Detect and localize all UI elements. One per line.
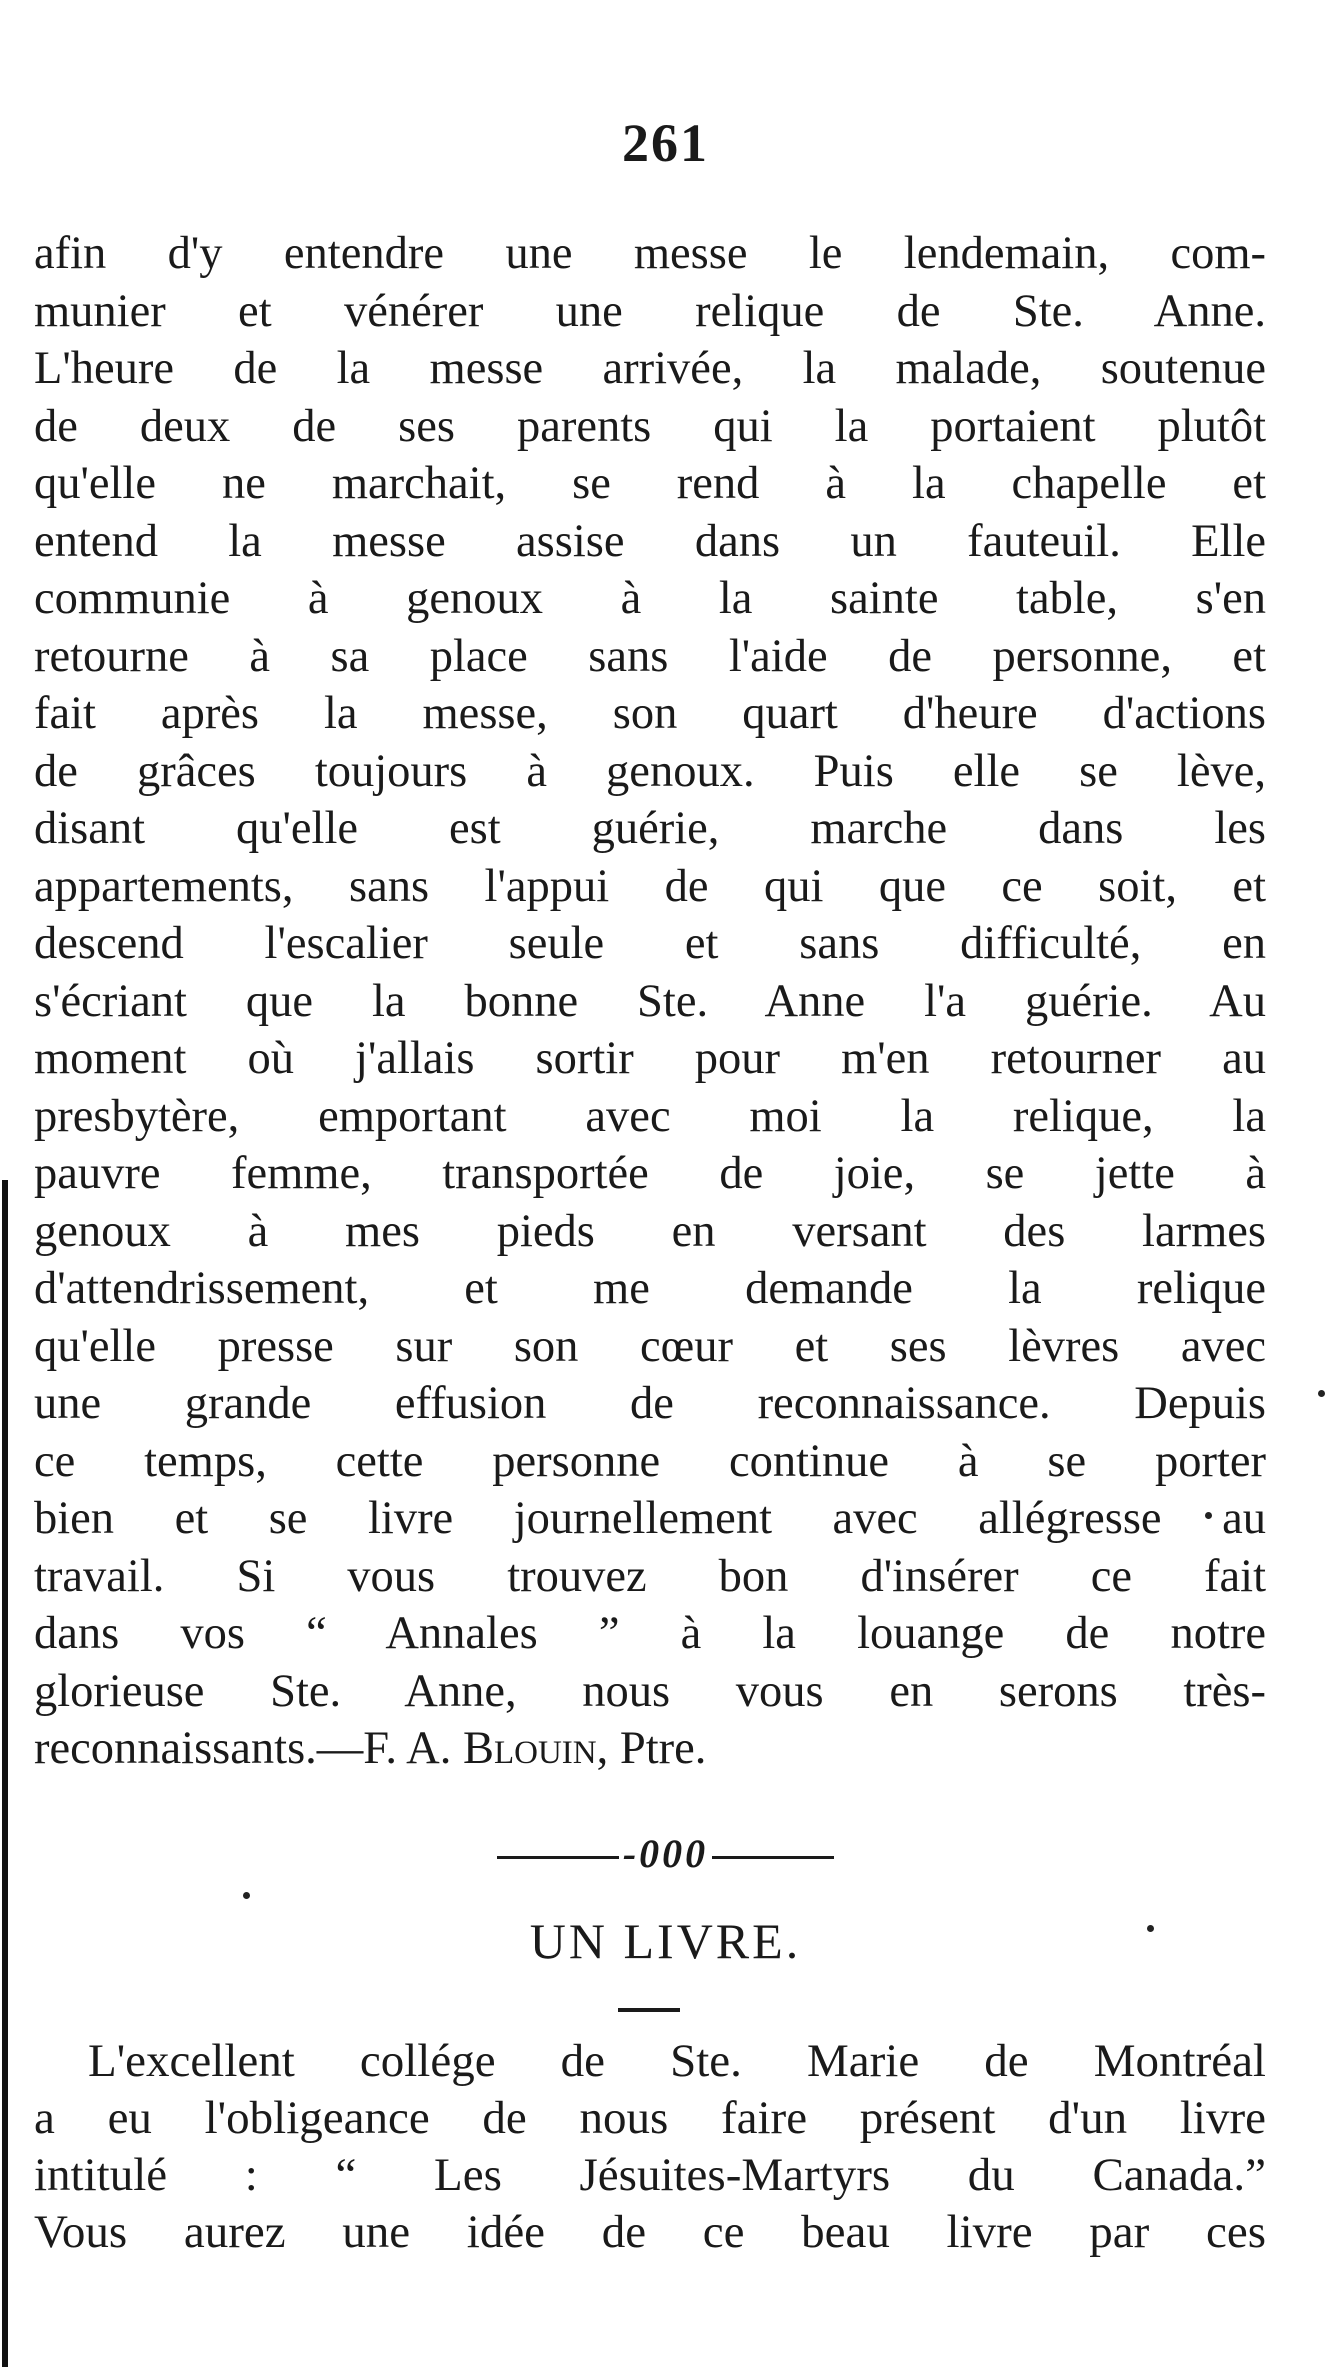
text-line: presbytère, emportant avec moi la relique, la	[34, 1090, 1266, 1142]
text-line: glorieuse Ste. Anne, nous vous en serons très-	[34, 1665, 1266, 1717]
text-line: descend l'escalier seule et sans difficulté, en	[34, 918, 1266, 969]
text-line: intitulé : “ Les Jésuites-Martyrs du Canada.”	[34, 2149, 1266, 2201]
ink-speck	[1318, 1390, 1325, 1397]
text-line: ce temps, cette personne continue à se porter	[34, 1435, 1266, 1487]
separator-rule-right	[712, 1856, 834, 1859]
article-body	[34, 2033, 1266, 2261]
text-line: travail. Si vous trouvez bon d'insérer ce fait	[34, 1550, 1266, 1602]
text-line: appartements, sans l'appui de qui que ce soit, et	[34, 860, 1266, 912]
text-line: L'excellent collége de Ste. Marie de Montréal	[88, 2035, 1266, 2087]
title-underline-rule	[618, 2008, 680, 2012]
text-line: genoux à mes pieds en versant des larmes	[34, 1205, 1266, 1257]
text-line: a eu l'obligeance de nous faire présent d'un livre	[34, 2092, 1266, 2144]
section-separator	[0, 1830, 1331, 1877]
text-line: bien et se livre journellement avec allégresse au	[34, 1493, 1266, 1544]
text-line: L'heure de la messe arrivée, la malade, soutenue	[34, 343, 1266, 394]
letter-body	[34, 225, 1266, 1778]
text-line: pauvre femme, transportée de joie, se jette à	[34, 1148, 1266, 1199]
page-edge-rule	[2, 1180, 8, 2367]
signature-name: Blouin	[462, 1723, 597, 1774]
text-line: qu'elle presse sur son cœur et ses lèvres avec	[34, 1320, 1266, 1372]
text-line: communie à genoux à la sainte table, s'en	[34, 573, 1266, 624]
separator-rule-left	[497, 1856, 619, 1859]
text-line: qu'elle ne marchait, se rend à la chapelle et	[34, 458, 1266, 509]
signature-suffix: , Ptre.	[596, 1723, 707, 1774]
text-line: Vous aurez une idée de ce beau livre par ces	[34, 2206, 1266, 2258]
text-line: de grâces toujours à genoux. Puis elle se lève,	[34, 745, 1266, 797]
text-line: munier et vénérer une relique de Ste. Anne.	[34, 285, 1266, 337]
text-line: s'écriant que la bonne Ste. Anne l'a guérie. Au	[34, 975, 1266, 1027]
ink-speck	[243, 1892, 250, 1899]
text-line: une grande effusion de reconnaissance. Depuis	[34, 1378, 1266, 1429]
separator-mark: -000	[622, 1831, 709, 1876]
page-number: 261	[622, 113, 709, 173]
text-line: dans vos “ Annales ” à la louange de notre	[34, 1608, 1266, 1659]
text-line: d'attendrissement, et me demande la relique	[34, 1263, 1266, 1314]
text-line: de deux de ses parents qui la portaient plutôt	[34, 400, 1266, 452]
text-line: afin d'y entendre une messe le lendemain, com-	[34, 228, 1266, 279]
section-title: UN LIVRE.	[529, 1913, 802, 1969]
text-line: disant qu'elle est guérie, marche dans les	[34, 803, 1266, 854]
text-line: fait après la messe, son quart d'heure d'actions	[34, 688, 1266, 739]
text-line: retourne à sa place sans l'aide de personne, et	[34, 630, 1266, 682]
text-line: entend la messe assise dans un fauteuil. Elle	[34, 515, 1266, 567]
closing-text: reconnaissants.—F. A.	[34, 1723, 463, 1774]
text-line: moment où j'allais sortir pour m'en retourner au	[34, 1033, 1266, 1084]
signature-line	[34, 1720, 1266, 1778]
